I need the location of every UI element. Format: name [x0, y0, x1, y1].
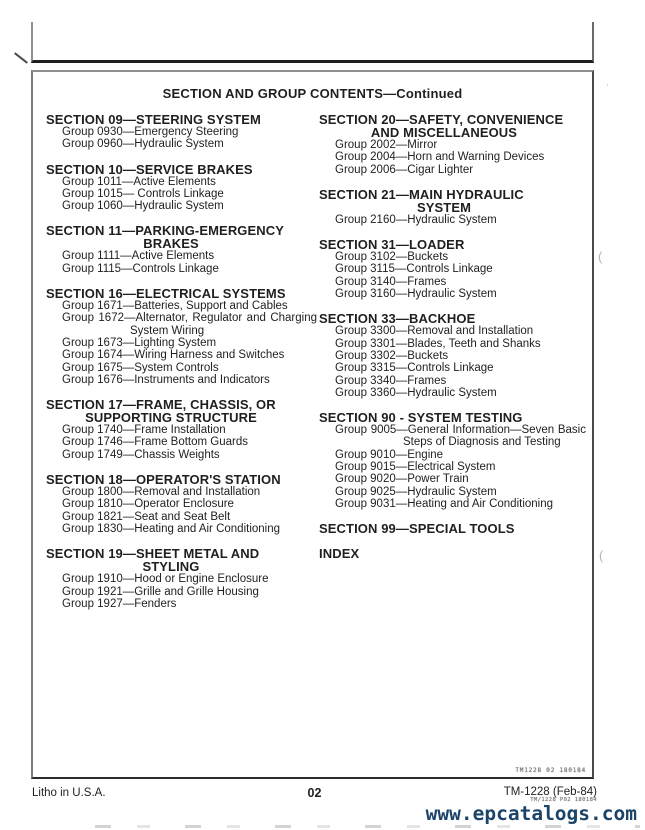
section-heading: SECTION 09—STEERING SYSTEM [46, 112, 261, 127]
microprint-stamp: TM1228 02 180184 [515, 767, 586, 774]
group-entry: Group 1921—Grille and Grille Housing [62, 585, 259, 598]
group-entry: Group 3301—Blades, Teeth and Shanks [335, 337, 541, 350]
group-entry-continuation: Steps of Diagnosis and Testing [403, 436, 561, 449]
group-entry: Group 1810—Operator Enclosure [62, 498, 234, 511]
toc-section [319, 547, 588, 560]
toc-section [46, 113, 319, 151]
toc-section [319, 188, 588, 226]
group-entry: Group 3140—Frames [335, 275, 447, 288]
group-entry: Group 1927—Fenders [62, 597, 177, 610]
group-entry: Group 1672—Alternator, Regulator and Charging [62, 312, 317, 325]
group-entry: Group 1830—Heating and Air Conditioning [62, 522, 281, 535]
group-entry: Group 2006—Cigar Lighter [335, 163, 474, 176]
group-entry: Group 2160—Hydraulic System [335, 213, 497, 226]
toc-section [46, 224, 319, 275]
group-entry: Group 9025—Hydraulic System [335, 485, 497, 498]
toc-section [46, 547, 319, 610]
group-entry: Group 3160—Hydraulic System [335, 288, 497, 301]
page-title: SECTION AND GROUP CONTENTS—Continued [162, 86, 463, 101]
contents-box [31, 70, 594, 779]
toc-section [319, 522, 588, 535]
group-entry: Group 1673—Lighting System [62, 336, 217, 349]
group-entry: Group 9010—Engine [335, 448, 444, 461]
section-heading: SECTION 11—PARKING-EMERGENCY [46, 223, 285, 239]
group-entry: Group 9005—General Information—Seven Basic [335, 424, 586, 437]
group-entry: Group 1821—Seat and Seat Belt [62, 510, 231, 523]
section-heading: SECTION 21—MAIN HYDRAULIC [319, 186, 524, 202]
group-entry: Group 3315—Controls Linkage [335, 362, 494, 375]
group-entry: Group 2002—Mirror [335, 139, 438, 151]
manual-number-block [504, 786, 597, 803]
group-entry: Group 1675—System Controls [62, 361, 219, 374]
page-footer [32, 786, 597, 803]
contents-column-left [46, 113, 319, 610]
manual-number-microprint: TM/1228 P02 180184 [530, 797, 597, 803]
group-entry: Group 2004—Horn and Warning Devices [335, 151, 545, 164]
section-heading-line2: BRAKES [143, 236, 199, 252]
scan-noise-mark: ( [599, 548, 604, 563]
group-entry: Group 0930—Emergency Steering [62, 126, 239, 138]
group-entry: Group 1740—Frame Installation [62, 424, 226, 437]
group-entry: Group 3302—Buckets [335, 349, 449, 362]
toc-section [46, 398, 319, 461]
section-heading: SECTION 33—BACKHOE [319, 311, 476, 327]
section-heading: SECTION 19—SHEET METAL AND [46, 546, 260, 562]
group-entry: Group 3115—Controls Linkage [335, 263, 493, 276]
group-entry: Group 9015—Electrical System [335, 461, 496, 474]
group-entry: Group 1910—Hood or Engine Enclosure [62, 573, 269, 586]
section-heading: SECTION 90 - SYSTEM TESTING [319, 410, 523, 426]
contents-columns [46, 113, 588, 610]
group-entry: Group 1746—Frame Bottom Guards [62, 436, 248, 449]
page-number: 02 [307, 786, 322, 800]
section-heading: SECTION 17—FRAME, CHASSIS, OR [46, 397, 276, 413]
group-entry: Group 9031—Heating and Air Conditioning [335, 497, 554, 510]
section-heading: SECTION 20—SAFETY, CONVENIENCE [319, 112, 564, 127]
group-entry: Group 1111—Active Elements [62, 250, 215, 263]
group-entry: Group 0960—Hydraulic System [62, 138, 224, 151]
previous-section-box-remnant [31, 22, 594, 63]
toc-section [319, 312, 588, 399]
pen-mark [14, 52, 28, 63]
contents-column-right [319, 113, 588, 610]
group-entry: Group 1060—Hydraulic System [62, 200, 224, 213]
group-entry: Group 1115—Controls Linkage [62, 262, 219, 275]
section-heading: SECTION 99—SPECIAL TOOLS [319, 521, 515, 537]
group-entry: Group 1674—Wiring Harness and Switches [62, 349, 285, 362]
group-entry: Group 3102—Buckets [335, 251, 449, 264]
manual-number: TM-1228 (Feb-84) [503, 786, 597, 798]
group-entry: Group 1800—Removal and Installation [62, 486, 261, 499]
group-entry: Group 1011—Active Elements [62, 175, 216, 188]
toc-section [319, 113, 588, 176]
group-entry: Group 3340—Frames [335, 374, 447, 387]
toc-section [46, 163, 319, 213]
group-entry: Group 1671—Batteries, Support and Cables [62, 300, 288, 313]
section-heading: SECTION 16—ELECTRICAL SYSTEMS [46, 286, 286, 302]
section-heading: SECTION 10—SERVICE BRAKES [46, 161, 253, 177]
group-entry: Group 3360—Hydraulic System [335, 386, 497, 399]
epcatalogs-watermark: www.epcatalogs.com [425, 802, 637, 825]
litho-note: Litho in U.S.A. [32, 787, 106, 799]
section-heading: INDEX [319, 546, 360, 562]
scan-noise-mark: ( [598, 249, 603, 264]
group-entry-continuation: System Wiring [130, 324, 205, 337]
group-entry: Group 1676—Instruments and Indicators [62, 373, 270, 386]
scan-noise-band [95, 825, 640, 828]
group-entry: Group 3300—Removal and Installation [335, 325, 534, 338]
group-entry: Group 1749—Chassis Weights [62, 448, 220, 461]
section-heading: SECTION 18—OPERATOR'S STATION [46, 472, 281, 488]
scan-noise-mark: ˈ [601, 80, 611, 97]
toc-section [46, 473, 319, 535]
group-entry: Group 9020—Power Train [335, 473, 469, 486]
toc-section [46, 287, 319, 386]
toc-section [319, 238, 588, 300]
section-heading-line2: SUPPORTING STRUCTURE [85, 410, 257, 426]
section-heading-line2: STYLING [142, 559, 200, 575]
section-heading: SECTION 31—LOADER [319, 237, 465, 253]
group-entry: Group 1015— Controls Linkage [62, 187, 224, 200]
toc-section [319, 411, 588, 510]
section-heading-line2: AND MISCELLANEOUS [370, 125, 518, 140]
section-heading-line2: SYSTEM [416, 199, 472, 215]
